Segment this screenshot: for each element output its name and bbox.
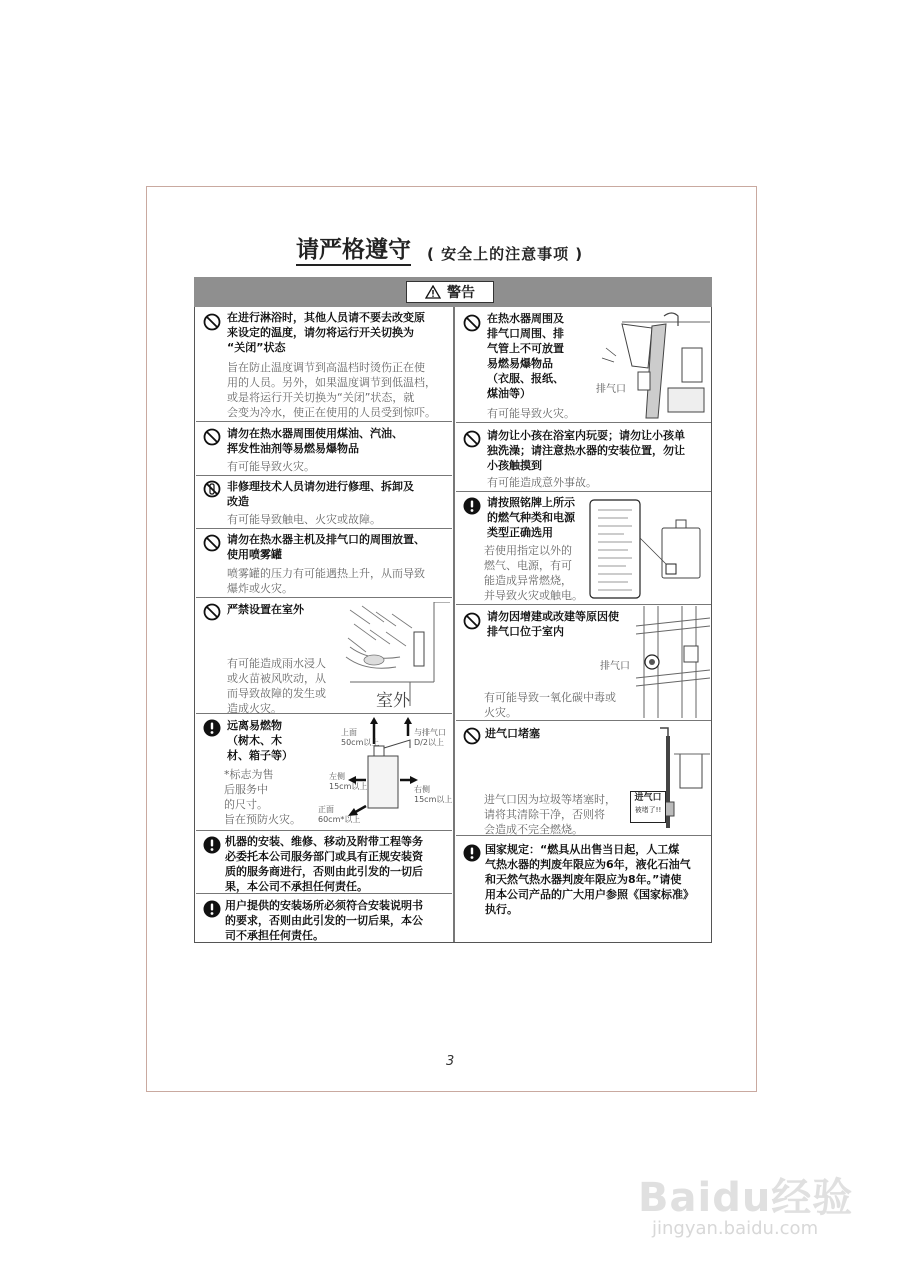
page-subtitle: ( 安全上的注意事项 ): [427, 245, 584, 263]
item-description: 有可能导致火灾。: [487, 407, 575, 420]
clearance-front-label: 正面 60cm*以上: [318, 805, 361, 824]
item-description: *标志为售 后服务中 的尺寸。 旨在预防火灾。: [224, 768, 301, 826]
item-description: 有可能造成意外事故。: [487, 476, 597, 489]
prohibited-icon: [463, 727, 481, 745]
intake-blocked-sign: 进气口 被堵了!!: [630, 791, 666, 823]
item-heading: 请勿在热水器主机及排气口的周围放置、 使用喷雾罐: [227, 533, 425, 561]
watermark-brand: Baidu经验: [638, 1175, 854, 1221]
page-title: 请严格遵守: [296, 236, 411, 266]
watermark-url: jingyan.baidu.com: [652, 1218, 819, 1239]
prohibited-icon: [203, 603, 221, 621]
page-number: 3: [446, 1054, 455, 1069]
item-description: 有可能导致触电、火灾或故障。: [227, 513, 381, 526]
separator: [196, 421, 452, 422]
warning-triangle-icon: [425, 285, 441, 299]
mandatory-icon: [203, 719, 221, 737]
column-divider: [453, 307, 455, 942]
item-heading: 机器的安装、维修、移动及附带工程等务 必委托本公司服务部门或具有正规安装资 质的服务商进行，否则由此引发的一切后 果，本公司不承担任何责任。: [225, 835, 423, 893]
mandatory-icon: [203, 836, 221, 854]
item-description: 有可能导致一氧化碳中毒或 火灾。: [484, 691, 616, 719]
separator: [456, 491, 711, 492]
item-heading: 请按照铭牌上所示 的燃气种类和电源 类型正确选用: [487, 496, 575, 539]
item-description: 有可能导致火灾。: [227, 460, 315, 473]
separator: [196, 528, 452, 529]
separator: [196, 597, 452, 598]
separator: [456, 604, 711, 605]
prohibited-icon: [463, 612, 481, 630]
rating-plate-illustration: [588, 498, 706, 602]
item-heading: 在热水器周围及 排气口周围、排 气管上不可放置 易燃易爆物品 （衣服、报纸、 煤油等）: [487, 312, 564, 400]
clothes-near-vent-illustration: [592, 308, 710, 420]
item-heading: 远离易燃物 （树木、木 材、箱子等）: [227, 719, 293, 762]
clearance-top-label: 上面 50cm以上: [341, 728, 380, 747]
item-heading: 进气口堵塞: [485, 727, 540, 740]
clearance-right-label: 右侧 15cm以上: [414, 785, 453, 804]
item-description: 旨在防止温度调节到高温档时烫伤正在使 用的人员。另外，如果温度调节到低温档， 或是将运行开关切换为“关闭”状态，就 会变为冷水，使正在使用的人员受到惊吓。: [227, 361, 436, 419]
item-heading: 国家规定：“燃具从出售当日起，人工煤 气热水器的判废年限应为6年，液化石油气 和天然气热水器判废年限应为8年。”请使 用本公司产品的广大用户参照《国家标准》 执行。: [485, 843, 694, 916]
mandatory-icon: [203, 900, 221, 918]
item-heading: 在进行淋浴时，其他人员请不要去改变原 来设定的温度，请勿将运行开关切换为 “关闭”状态: [227, 311, 425, 354]
no-disassembly-icon: [203, 480, 221, 498]
item-description: 有可能造成雨水浸人 或火苗被风吹动，从 而导致故障的发生或 造成火灾。: [227, 657, 326, 715]
mandatory-icon: [463, 844, 481, 862]
exhaust-port-label: 排气口: [596, 384, 626, 395]
clearance-vent-label: 与排气口 D/2以上: [414, 728, 446, 747]
item-heading: 请勿因增建或改建等原因使 排气口位于室内: [487, 610, 619, 638]
prohibited-icon: [203, 313, 221, 331]
separator: [196, 475, 452, 476]
item-heading: 非修理技术人员请勿进行修理、拆卸及 改造: [227, 480, 414, 508]
item-description: 喷雾罐的压力有可能遇热上升，从而导致 爆炸或火灾。: [227, 567, 425, 595]
outdoor-label: 室外: [376, 691, 410, 711]
item-heading: 请勿让小孩在浴室内玩耍；请勿让小孩单 独洗澡；请注意热水器的安装位置，勿让 小孩触摸到: [487, 429, 685, 472]
separator: [456, 720, 711, 721]
warning-label-box: [406, 281, 494, 303]
item-description: 若使用指定以外的 燃气、电源，有可 能造成异常燃烧， 并导致火灾或触电。: [484, 544, 583, 602]
mandatory-icon: [463, 497, 481, 515]
warning-label: 警告: [447, 285, 475, 301]
prohibited-icon: [463, 314, 481, 332]
separator: [196, 830, 452, 831]
item-description: 进气口因为垃圾等堵塞时， 请将其清除干净，否则将 会造成不完全燃烧。: [484, 793, 616, 836]
item-heading: 请勿在热水器周围使用煤油、汽油、 挥发性油剂等易燃易爆物品: [227, 427, 403, 455]
indoor-vent-illustration: [636, 606, 710, 718]
prohibited-icon: [203, 428, 221, 446]
prohibited-icon: [463, 430, 481, 448]
separator: [456, 422, 711, 423]
prohibited-icon: [203, 534, 221, 552]
item-heading: 严禁设置在室外: [227, 603, 304, 616]
item-heading: 用户提供的安装场所必须符合安装说明书 的要求，否则由此引发的一切后果，本公 司不承担任何责任。: [225, 899, 423, 942]
exhaust-port-label: 排气口: [600, 661, 630, 672]
clearance-left-label: 左侧 15cm以上: [329, 772, 368, 791]
